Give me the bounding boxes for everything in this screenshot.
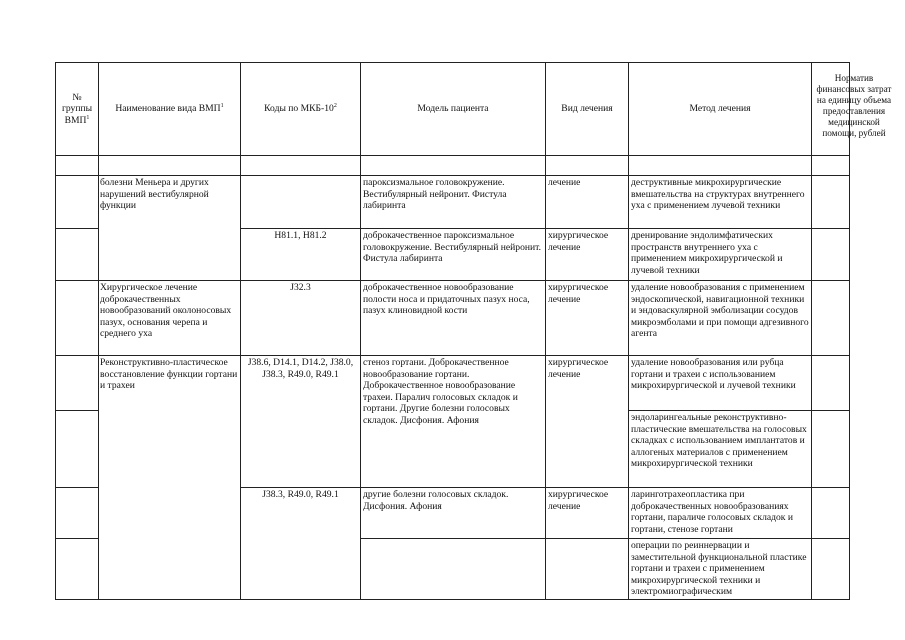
cell-patient-model: пароксизмальное головокружение. Вестибулярный нейронит. Фистула лабиринта <box>363 177 507 212</box>
grid-line <box>55 62 56 600</box>
header-treatment-method: Метод лечения <box>689 103 751 115</box>
header-vmp-name <box>100 64 239 154</box>
cell-treatment-method: удаление новообразования или рубца гортани и трахеи с использованием микрохирургической и лучевой техники <box>631 357 796 392</box>
cell-treatment-method: деструктивные микрохирургические вмешательства на структурах внутреннего уха с применением лучевой техники <box>631 177 805 212</box>
grid-line <box>55 62 850 63</box>
cell-vmp-name: болезни Меньера и других нарушений вестибулярной функции <box>100 177 209 212</box>
cell-icd-codes: J38.3, R49.0, R49.1 <box>262 489 339 500</box>
header-group-number <box>57 64 97 154</box>
cell-icd-codes: H81.1, H81.2 <box>274 230 327 241</box>
grid-line <box>55 410 99 411</box>
grid-line <box>55 280 850 281</box>
grid-line <box>545 62 546 600</box>
header-patient-model: Модель пациента <box>417 103 489 115</box>
grid-line <box>360 62 361 600</box>
cell-patient-model: другие болезни голосовых складок. Дисфония. Афония <box>363 489 509 512</box>
grid-line <box>55 599 850 600</box>
grid-line <box>55 538 99 539</box>
cell-treatment-type: хирургическое лечение <box>548 357 609 380</box>
header-icd-codes-text: Коды по МКБ-10 <box>264 103 334 115</box>
cell-treatment-type: хирургическое лечение <box>548 282 609 305</box>
footnote-marker: 1 <box>220 103 224 110</box>
header-group-number-text: № группы ВМП <box>61 91 93 126</box>
cell-treatment-type: лечение <box>548 177 581 188</box>
footnote-marker: 2 <box>333 103 337 110</box>
header-financial-norm: Норматив финансовых затрат на единицу объема предоставления медицинской помощи, рублей <box>816 73 892 138</box>
cell-patient-model: стеноз гортани. Доброкачественное новообразование гортани. Доброкачественное новообразование трахеи. Паралич голосовых складок и гортани. Другие болезни голосовых складок. Дисфония. Афония <box>363 357 518 426</box>
grid-line <box>240 62 241 600</box>
grid-line <box>55 487 99 488</box>
header-icd-codes <box>242 64 359 154</box>
cell-treatment-type: хирургическое лечение <box>548 230 609 253</box>
cell-treatment-method: операции по реиннервации и заместительной функциональной пластике гортани и трахеи с применением микрохирургической техники и электромиографическим <box>631 540 807 598</box>
cell-icd-codes: J38.6, D14.1, D14.2, J38.0, J38.3, R49.0, R49.1 <box>247 357 354 380</box>
grid-line <box>628 410 850 411</box>
grid-line <box>98 62 99 600</box>
grid-line <box>628 62 629 600</box>
cell-treatment-method: удаление новообразования с применением эндоскопической, навигационной техники и эндоваскулярной эмболизации сосудов микроэмболами и при помощи адгезивного агента <box>631 282 809 340</box>
footnote-marker: 1 <box>86 114 90 121</box>
cell-patient-model: доброкачественное пароксизмальное головокружение. Вестибулярный нейронит. Фистула лабиринта <box>363 230 542 265</box>
header-treatment-type: Вид лечения <box>561 103 613 115</box>
cell-treatment-method: ларинготрахеопластика при доброкачественных новообразованиях гортани, параличе голосовых складок и гортани, стенозе гортани <box>631 489 793 535</box>
cell-treatment-type: хирургическое лечение <box>548 489 609 512</box>
grid-line <box>55 155 850 156</box>
grid-line <box>55 355 850 356</box>
cell-treatment-method: эндоларингеальные реконструктивно-пластические вмешательства на голосовых складках с использованием имплантатов и аллогеных материалов с применением микрохирургической техники <box>631 412 807 470</box>
grid-line <box>55 228 99 229</box>
cell-vmp-name: Реконструктивно-пластическое восстановление функции гортани и трахеи <box>100 357 238 392</box>
cell-treatment-method: дренирование эндолимфатических пространств внутреннего уха с применением микрохирургической и лучевой техники <box>631 230 783 276</box>
grid-line <box>55 175 850 176</box>
grid-line <box>360 538 850 539</box>
cell-vmp-name: Хирургическое лечение доброкачественных новообразований околоносовых пазух, основания черепа и среднего уха <box>100 282 232 340</box>
header-vmp-name-text: Наименование вида ВМП <box>115 103 221 115</box>
cell-icd-codes: J32.3 <box>290 282 311 293</box>
cell-patient-model: доброкачественное новообразование полости носа и придаточных пазух носа, пазух клиновидной кости <box>363 282 530 317</box>
